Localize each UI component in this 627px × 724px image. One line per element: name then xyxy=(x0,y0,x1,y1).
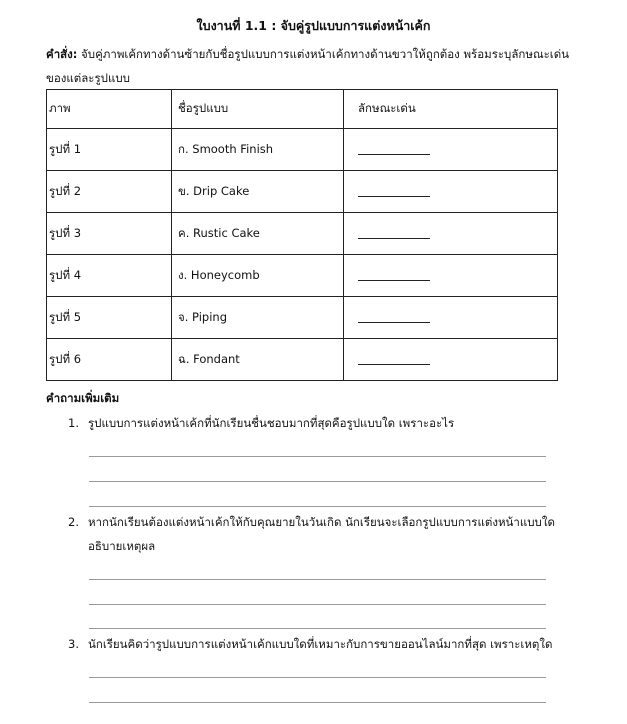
table-row xyxy=(47,297,558,339)
picture-cell: รูปที่ 3 xyxy=(47,213,172,255)
instruction xyxy=(46,42,586,90)
picture-cell: รูปที่ 6 xyxy=(47,339,172,381)
answer-line[interactable] xyxy=(89,604,546,605)
question-text: หากนักเรียนต้องแต่งหน้าเค้กให้กับคุณยายในวันเกิด นักเรียนจะเลือกรูปแบบการแต่งหน้าแบบใด อธิบายเหตุผล xyxy=(88,515,555,553)
matching-table xyxy=(46,89,558,381)
answer-blank[interactable] xyxy=(358,310,430,323)
table-row xyxy=(47,213,558,255)
question-number: 1. xyxy=(68,416,79,430)
question-text: นักเรียนคิดว่ารูปแบบการแต่งหน้าเค้กแบบใดที่เหมาะกับการขายออนไลน์มากที่สุด เพราะเหตุใด xyxy=(88,637,553,651)
picture-cell: รูปที่ 4 xyxy=(47,255,172,297)
table-header-row xyxy=(47,90,558,129)
style-cell: ข. Drip Cake xyxy=(172,171,344,213)
header-picture: ภาพ xyxy=(47,90,172,129)
style-cell: ค. Rustic Cake xyxy=(172,213,344,255)
picture-cell: รูปที่ 1 xyxy=(47,129,172,171)
answer-blank[interactable] xyxy=(358,226,430,239)
answer-blank[interactable] xyxy=(358,184,430,197)
question-number: 2. xyxy=(68,515,79,529)
feature-cell xyxy=(344,297,558,339)
answer-blank[interactable] xyxy=(358,268,430,281)
feature-cell xyxy=(344,255,558,297)
answer-line[interactable] xyxy=(89,481,546,482)
question-3 xyxy=(68,632,568,656)
header-style-name: ชื่อรูปแบบ xyxy=(172,90,344,129)
table-row xyxy=(47,255,558,297)
answer-blank[interactable] xyxy=(358,142,430,155)
question-number: 3. xyxy=(68,637,79,651)
answer-line[interactable] xyxy=(89,506,546,507)
feature-cell xyxy=(344,129,558,171)
instruction-text: จับคู่ภาพเค้กทางด้านซ้ายกับชื่อรูปแบบการแต่งหน้าเค้กทางด้านขวาให้ถูกต้อง พร้อมระบุลักษณะเด่นของแต่ละรูปแบบ xyxy=(46,47,570,85)
table-row xyxy=(47,129,558,171)
answer-line[interactable] xyxy=(89,702,546,703)
feature-cell xyxy=(344,171,558,213)
answer-line[interactable] xyxy=(89,456,546,457)
answer-line[interactable] xyxy=(89,628,546,629)
header-feature: ลักษณะเด่น xyxy=(344,90,558,129)
more-questions-heading: คำถามเพิ่มเติม xyxy=(46,391,120,405)
worksheet-title: ใบงานที่ 1.1 : จับคู่รูปแบบการแต่งหน้าเค้ก xyxy=(196,18,431,33)
style-cell: จ. Piping xyxy=(172,297,344,339)
table-row xyxy=(47,171,558,213)
picture-cell: รูปที่ 2 xyxy=(47,171,172,213)
answer-line[interactable] xyxy=(89,579,546,580)
style-cell: ก. Smooth Finish xyxy=(172,129,344,171)
question-2 xyxy=(68,510,568,558)
question-text: รูปแบบการแต่งหน้าเค้กที่นักเรียนชื่นชอบมากที่สุดคือรูปแบบใด เพราะอะไร xyxy=(88,416,455,430)
picture-cell: รูปที่ 5 xyxy=(47,297,172,339)
style-cell: ง. Honeycomb xyxy=(172,255,344,297)
feature-cell xyxy=(344,213,558,255)
answer-line[interactable] xyxy=(89,677,546,678)
style-cell: ฉ. Fondant xyxy=(172,339,344,381)
instruction-label: คำสั่ง: xyxy=(46,47,78,61)
feature-cell xyxy=(344,339,558,381)
table-row xyxy=(47,339,558,381)
question-1 xyxy=(68,411,568,435)
answer-blank[interactable] xyxy=(358,352,430,365)
